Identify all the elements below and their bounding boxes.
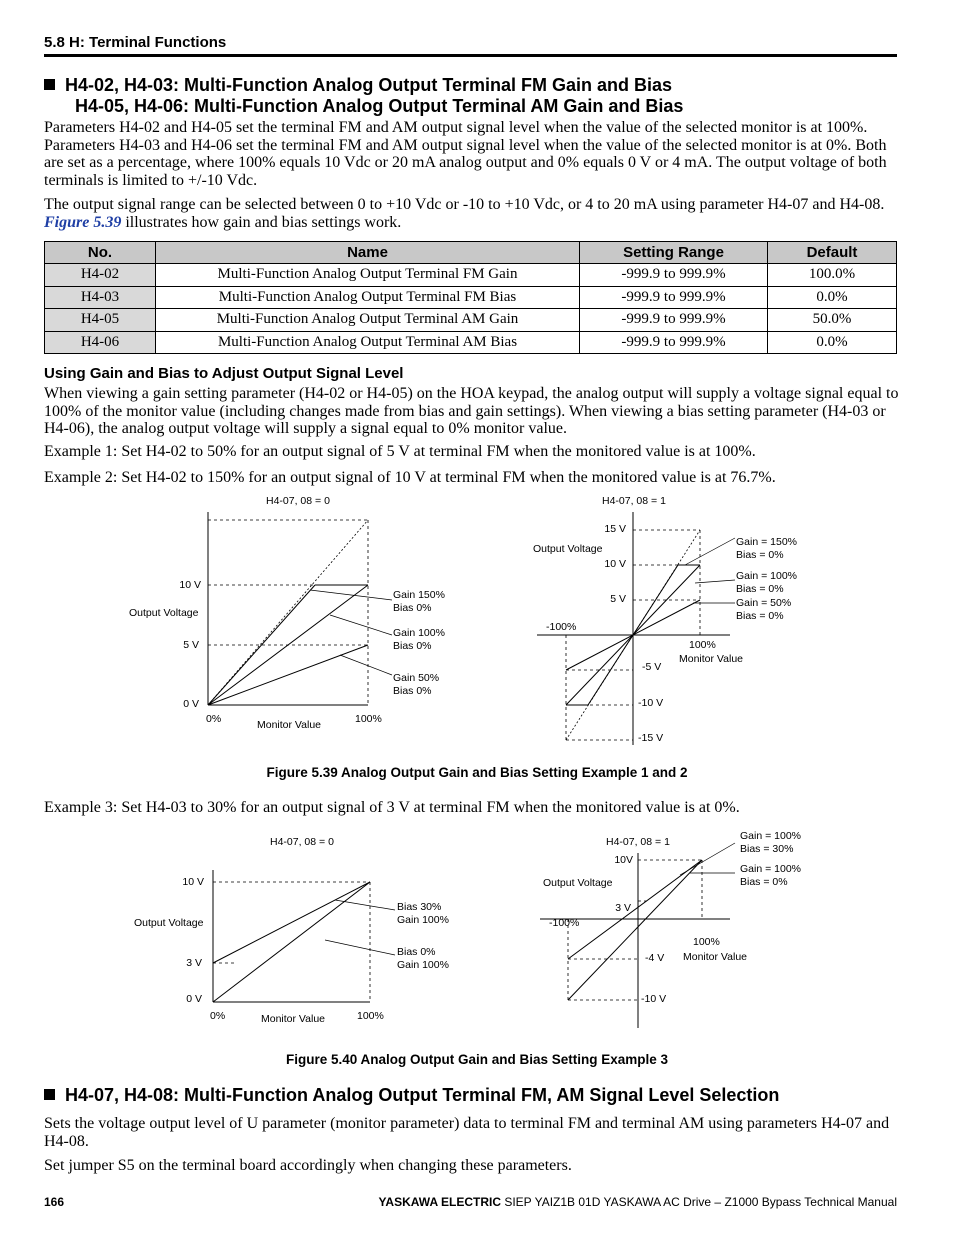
fig40-left-chart <box>125 830 470 1030</box>
series-label: Gain = 100% <box>736 570 798 582</box>
leader-line <box>335 900 395 910</box>
leader-line <box>685 538 735 565</box>
cell-default: 100.0% <box>768 264 897 287</box>
table-row <box>45 264 897 287</box>
figure-5-39-caption: Figure 5.39 Analog Output Gain and Bias Setting Example 1 and 2 <box>266 765 688 780</box>
table-row <box>45 309 897 332</box>
leader-line <box>680 843 735 875</box>
section-title-signal-level <box>44 1085 779 1106</box>
series-bias-0 <box>213 882 370 1002</box>
series-label: Bias 0% <box>393 602 432 614</box>
series-label: Gain = 100% <box>740 830 802 842</box>
y-tick-10v: 10 V <box>604 558 626 570</box>
series-label: Gain = 150% <box>736 536 798 548</box>
example-3-text: Example 3: Set H4-03 to 30% for an output signal of 3 V at terminal FM when the monitored value is at 0%. <box>44 799 740 816</box>
y-tick-10v: 10V <box>614 854 633 866</box>
example-1-text: Example 1: Set H4-02 to 50% for an output signal of 5 V at terminal FM when the monitored value is at 100%. <box>44 443 756 460</box>
series-label: Gain = 100% <box>740 863 802 875</box>
section-2-title: H4-07, H4-08: Multi-Function Analog Output Terminal FM, AM Signal Level Selection <box>65 1085 780 1105</box>
subsection-title: Using Gain and Bias to Adjust Output Signal Level <box>44 365 404 382</box>
x-axis-title: Monitor Value <box>261 1013 326 1025</box>
series-label: Bias 0% <box>393 685 432 697</box>
figure-5-40-caption: Figure 5.40 Analog Output Gain and Bias Setting Example 3 <box>285 1052 669 1067</box>
y-tick-3v: 3 V <box>615 902 631 914</box>
cell-default: 0.0% <box>768 286 897 309</box>
x-tick-neg100: -100% <box>549 917 580 929</box>
x-tick-0: 0% <box>210 1010 226 1022</box>
y-tick-neg10v: -10 V <box>638 697 664 709</box>
y-tick-3v: 3 V <box>186 957 202 969</box>
x-axis-title: Monitor Value <box>679 653 744 665</box>
figure-5-39-link[interactable]: Figure 5.39 <box>44 213 122 231</box>
bullet-square-icon <box>44 79 55 90</box>
y-tick-neg15v: -15 V <box>638 732 664 744</box>
leader-line <box>695 580 735 583</box>
cell-default: 0.0% <box>768 331 897 354</box>
cell-no: H4-06 <box>45 331 156 354</box>
y-axis-title: Output Voltage <box>134 917 204 929</box>
cell-name: Multi-Function Analog Output Terminal AM Bias <box>156 331 580 354</box>
signal-level-paragraph: Sets the voltage output level of U parameter (monitor parameter) data to terminal FM and terminal AM using parameters H4-07 and H4-08. <box>44 1115 890 1150</box>
y-tick-neg4v: -4 V <box>645 952 665 964</box>
series-label: Bias = 0% <box>736 549 784 561</box>
series-label: Gain 150% <box>393 589 445 601</box>
x-tick-neg100: -100% <box>546 621 577 633</box>
y-tick-0v: 0 V <box>186 993 202 1005</box>
y-tick-10v: 10 V <box>179 579 201 591</box>
cell-range: -999.9 to 999.9% <box>580 331 768 354</box>
y-tick-5v: 5 V <box>183 639 199 651</box>
signal-range-paragraph <box>44 196 900 231</box>
series-label: Bias = 0% <box>736 610 784 622</box>
y-tick-0v: 0 V <box>183 698 199 710</box>
col-header-range: Setting Range <box>580 242 768 264</box>
y-tick-neg5v: -5 V <box>642 661 662 673</box>
title-line-1: H4-02, H4-03: Multi-Function Analog Output Terminal FM Gain and Bias <box>65 75 673 95</box>
example-2-text: Example 2: Set H4-02 to 150% for an output signal of 10 V at terminal FM when the monitored value is at 76.7%. <box>44 469 776 486</box>
y-axis-title: Output Voltage <box>543 877 613 889</box>
cell-no: H4-03 <box>45 286 156 309</box>
series-label: Bias 0% <box>393 640 432 652</box>
title-line-2: H4-05, H4-06: Multi-Function Analog Output Terminal AM Gain and Bias <box>75 96 684 116</box>
x-axis-title: Monitor Value <box>683 951 748 963</box>
series-bias-30 <box>213 882 370 963</box>
cell-name: Multi-Function Analog Output Terminal FM Bias <box>156 286 580 309</box>
series-label: Bias 30% <box>397 901 442 913</box>
cell-default: 50.0% <box>768 309 897 332</box>
series-label: Gain 100% <box>397 959 449 971</box>
mode-label: H4-07, 08 = 0 <box>270 836 334 848</box>
cell-range: -999.9 to 999.9% <box>580 286 768 309</box>
bullet-square-icon <box>44 1089 55 1100</box>
col-header-no: No. <box>45 242 156 264</box>
y-tick-neg10v: -10 V <box>641 993 667 1005</box>
col-header-name: Name <box>156 242 580 264</box>
leader-line <box>310 590 392 600</box>
cell-range: -999.9 to 999.9% <box>580 264 768 287</box>
page-number: 166 <box>44 1195 65 1209</box>
cell-no: H4-02 <box>45 264 156 287</box>
section-title-gain-bias <box>44 75 683 117</box>
mode-label: H4-07, 08 = 1 <box>606 836 670 848</box>
x-tick-100: 100% <box>357 1010 384 1022</box>
cell-range: -999.9 to 999.9% <box>580 309 768 332</box>
y-tick-15v: 15 V <box>604 523 626 535</box>
x-tick-100: 100% <box>689 639 716 651</box>
footer-text <box>379 1195 897 1209</box>
gain-bias-paragraph: When viewing a gain setting parameter (H4-02 or H4-05) on the HOA keypad, the analog output will supply a voltage signal equal to 100% of the monitor value (including changes made from bias and gain settings). When viewing a bias setting parameter (H4-03 or H4-06), the analog output voltage will supply a signal equal to 0% monitor value. <box>44 385 899 437</box>
cell-no: H4-05 <box>45 309 156 332</box>
intro-paragraph: Parameters H4-02 and H4-05 set the terminal FM and AM output signal level when the value of the selected monitor is at 100%. Parameters H4-03 and H4-06 set the terminal FM and AM output signal level when the value of the selected monitor is at 0%. Both are set as a percentage, where 100% equals 10 Vdc or 20 mA analog output and 0% equals 0 V or 4 mA. The output voltage of both terminals is limited to +/-10 Vdc. <box>44 119 887 189</box>
series-label: Bias = 0% <box>736 583 784 595</box>
series-bias-30 <box>568 860 702 959</box>
y-axis-title: Output Voltage <box>533 543 603 555</box>
fig39-right-chart <box>525 490 825 750</box>
section-header: 5.8 H: Terminal Functions <box>44 34 227 51</box>
table-row <box>45 331 897 354</box>
header-rule <box>44 54 897 57</box>
cell-name: Multi-Function Analog Output Terminal AM Gain <box>156 309 580 332</box>
series-gain-150-extension <box>208 520 368 705</box>
footer-brand: YASKAWA ELECTRIC <box>378 1195 501 1209</box>
col-header-default: Default <box>768 242 897 264</box>
signal-range-text-end: illustrates how gain and bias settings work. <box>125 213 402 231</box>
mode-label: H4-07, 08 = 0 <box>266 495 330 507</box>
series-gain-50 <box>208 645 368 705</box>
parameter-table <box>44 241 897 354</box>
series-label: Gain 50% <box>393 672 440 684</box>
fig39-left-chart <box>120 490 470 735</box>
series-label: Gain = 50% <box>736 597 792 609</box>
y-tick-10v: 10 V <box>182 876 204 888</box>
y-axis-title: Output Voltage <box>129 607 199 619</box>
x-axis-title: Monitor Value <box>257 719 322 731</box>
mode-label: H4-07, 08 = 1 <box>602 495 666 507</box>
series-label: Bias 0% <box>397 946 436 958</box>
cell-name: Multi-Function Analog Output Terminal FM Gain <box>156 264 580 287</box>
x-tick-0: 0% <box>206 713 222 725</box>
series-label: Bias = 0% <box>740 876 788 888</box>
series-label: Gain 100% <box>393 627 445 639</box>
jumper-paragraph: Set jumper S5 on the terminal board accordingly when changing these parameters. <box>44 1157 572 1174</box>
table-row <box>45 286 897 309</box>
signal-range-text: The output signal range can be selected between 0 to +10 Vdc or -10 to +10 Vdc, or 4 to 20 mA using parameter H4-07 and H4-08. <box>44 196 885 213</box>
series-label: Gain 100% <box>397 914 449 926</box>
table-header-row <box>45 242 897 264</box>
x-tick-100: 100% <box>693 936 720 948</box>
leader-line <box>330 615 392 635</box>
fig40-right-chart <box>530 825 830 1035</box>
x-tick-100: 100% <box>355 713 382 725</box>
leader-line <box>325 940 395 955</box>
y-tick-5v: 5 V <box>610 593 626 605</box>
series-label: Bias = 30% <box>740 843 794 855</box>
footer-doc: SIEP YAIZ1B 01D YASKAWA AC Drive – Z1000 Bypass Technical Manual <box>504 1195 897 1209</box>
leader-line <box>340 655 392 675</box>
